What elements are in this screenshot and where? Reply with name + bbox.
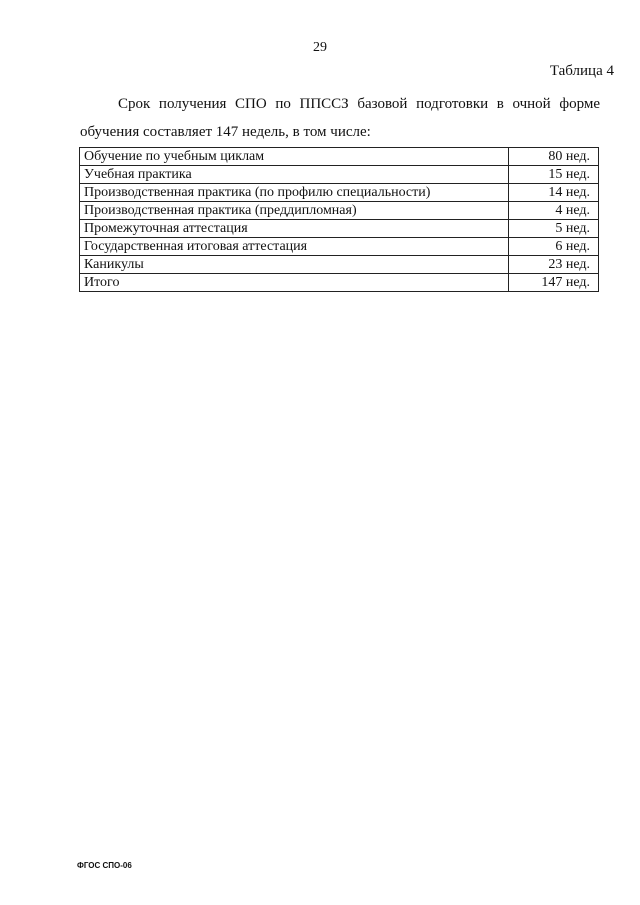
row-label: Промежуточная аттестация bbox=[80, 220, 509, 238]
table-row bbox=[80, 256, 599, 274]
row-label: Каникулы bbox=[80, 256, 509, 274]
row-value: 80 нед. bbox=[509, 148, 599, 166]
intro-paragraph: Срок получения СПО по ППССЗ базовой подготовки в очной форме обучения составляет 147 недель, в том числе: bbox=[80, 96, 600, 140]
table-row bbox=[80, 166, 599, 184]
row-value: 14 нед. bbox=[509, 184, 599, 202]
row-label: Итого bbox=[80, 274, 509, 292]
table-caption: Таблица 4 bbox=[549, 63, 614, 79]
table-row bbox=[80, 148, 599, 166]
row-value: 6 нед. bbox=[509, 238, 599, 256]
row-label: Производственная практика (преддипломная) bbox=[80, 202, 509, 220]
row-label: Производственная практика (по профилю специальности) bbox=[80, 184, 509, 202]
row-value: 23 нед. bbox=[509, 256, 599, 274]
document-footer: ФГОС СПО-06 bbox=[77, 861, 132, 870]
row-label: Обучение по учебным циклам bbox=[80, 148, 509, 166]
row-value: 147 нед. bbox=[509, 274, 599, 292]
row-value: 4 нед. bbox=[509, 202, 599, 220]
row-value: 15 нед. bbox=[509, 166, 599, 184]
table-row bbox=[80, 220, 599, 238]
page-number: 29 bbox=[313, 40, 327, 55]
row-value: 5 нед. bbox=[509, 220, 599, 238]
row-label: Государственная итоговая аттестация bbox=[80, 238, 509, 256]
table-row bbox=[80, 202, 599, 220]
study-duration-table bbox=[79, 147, 599, 292]
table-row-total bbox=[80, 274, 599, 292]
table-row bbox=[80, 238, 599, 256]
table-row bbox=[80, 184, 599, 202]
row-label: Учебная практика bbox=[80, 166, 509, 184]
